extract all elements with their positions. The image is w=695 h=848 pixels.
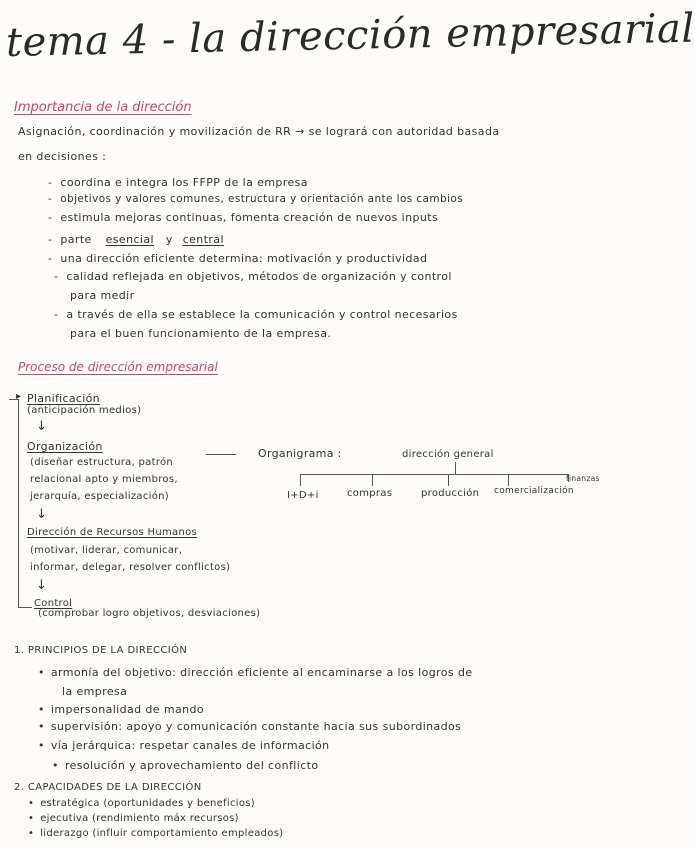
org-child-node: producción xyxy=(421,488,480,499)
parte-central: central xyxy=(182,233,224,246)
organizacion-desc-line: (diseñar estructura, patrón xyxy=(30,457,174,468)
parte-esencial: esencial xyxy=(105,233,154,246)
capacidades-heading: 2. CAPACIDADES DE LA DIRECCIÓN xyxy=(14,782,202,793)
importancia-heading: Importancia de la dirección xyxy=(14,100,192,115)
org-child-node: comercialización xyxy=(494,486,574,496)
direccion-rrhh-desc-line: informar, delegar, resolver conflictos) xyxy=(30,562,231,573)
importancia-item: - a través de ella se establece la comunicación y control necesarios xyxy=(54,308,458,321)
org-branch xyxy=(300,474,568,475)
parte-y: y xyxy=(165,233,173,246)
down-arrow-icon: ↓ xyxy=(36,419,47,434)
capacidades-item: • ejecutiva (rendimiento máx recursos) xyxy=(28,813,239,824)
org-drop xyxy=(448,474,449,486)
principios-item: • impersonalidad de mando xyxy=(38,703,204,716)
importancia-intro-line1: Asignación, coordinación y movilización de RR → se logrará con autoridad basada xyxy=(18,125,500,138)
importancia-item-cont: para el buen funcionamiento de la empresa. xyxy=(70,327,332,340)
down-arrow-icon: ↓ xyxy=(36,578,47,593)
down-arrow-icon: ↓ xyxy=(36,507,47,522)
direccion-rrhh-desc-line: (motivar, liderar, comunicar, xyxy=(30,545,183,556)
importancia-item: - objetivos y valores comunes, estructura y orientación ante los cambios xyxy=(48,193,463,205)
org-child-node: finanzas xyxy=(566,474,600,483)
parte-prefix: parte xyxy=(60,233,92,246)
organizacion-desc-line: relacional apto y miembros, xyxy=(30,474,178,485)
proceso-heading: Proceso de dirección empresarial xyxy=(18,360,218,374)
org-child-node: compras xyxy=(347,488,393,499)
org-drop xyxy=(300,474,301,486)
flow-arrow-right-icon: ▸ xyxy=(16,391,22,402)
page-title: tema 4 - la dirección empresarial xyxy=(5,5,695,66)
importancia-item: - una dirección eficiente determina: motivación y productividad xyxy=(48,252,427,265)
organizacion-title: Organización xyxy=(27,440,103,453)
planificacion-desc: (anticipación medios) xyxy=(27,405,142,416)
flow-bottom-tick xyxy=(18,607,32,608)
importancia-item: - coordina e integra los FFPP de la empresa xyxy=(48,176,308,189)
importancia-intro-line2: en decisiones : xyxy=(18,150,107,163)
control-title: Control xyxy=(34,598,73,609)
org-top-node: dirección general xyxy=(402,449,494,460)
capacidades-item: • estratégica (oportunidades y beneficios) xyxy=(28,798,255,809)
principios-item: • supervisión: apoyo y comunicación constante hacia sus subordinados xyxy=(38,720,461,733)
organizacion-desc-line: jerarquía, especialización) xyxy=(30,491,169,502)
flow-left-line xyxy=(18,399,19,607)
capacidades-item: • liderazgo (influir comportamiento empleados) xyxy=(28,828,283,839)
org-drop xyxy=(508,474,509,486)
importancia-item: - estimula mejoras continuas, fomenta creación de nuevos inputs xyxy=(48,211,438,224)
org-stem xyxy=(455,462,456,474)
principios-item: • vía jerárquica: respetar canales de información xyxy=(38,739,330,752)
principios-heading: 1. PRINCIPIOS DE LA DIRECCIÓN xyxy=(14,645,188,656)
principios-item: • resolución y aprovechamiento del conflicto xyxy=(52,759,319,772)
organigrama-label: Organigrama : xyxy=(258,447,342,460)
org-drop xyxy=(372,474,373,486)
control-desc: (comprobar logro objetivos, desviaciones) xyxy=(38,608,261,619)
importancia-item-parte: - parte esencial y central xyxy=(48,233,224,246)
organigrama-connector xyxy=(206,454,236,455)
direccion-rrhh-title: Dirección de Recursos Humanos xyxy=(27,527,198,538)
principios-item-cont: la empresa xyxy=(62,685,128,698)
org-child-node: I+D+i xyxy=(287,490,319,501)
principios-item: • armonía del objetivo: dirección eficiente al encaminarse a los logros de xyxy=(38,666,473,679)
importancia-item: - calidad reflejada en objetivos, métodos de organización y control xyxy=(54,270,452,283)
planificacion-title: Planificación xyxy=(27,392,100,405)
importancia-item-cont: para medir xyxy=(70,289,135,302)
